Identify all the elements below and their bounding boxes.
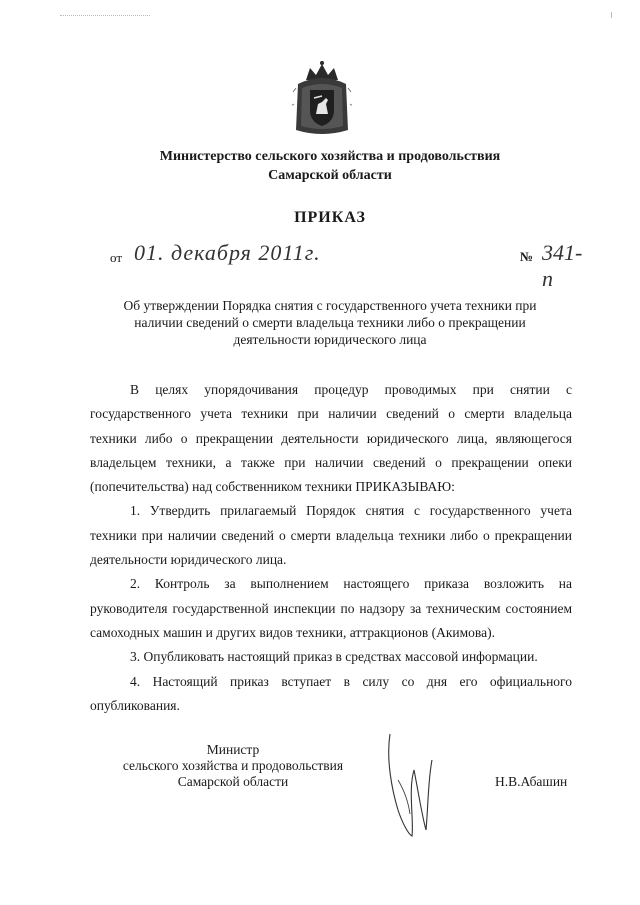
order-date-handwritten: 01. декабря 2011г. [134, 240, 321, 265]
order-item: 1. Утвердить прилагаемый Порядок снятия с государственного учета техники при наличии сведений о смерти владельца техники либо о прекращении деятельности юридического лица. [90, 503, 572, 568]
scan-artifact [607, 12, 612, 18]
handwritten-signature [378, 730, 448, 840]
order-number-label: № [520, 249, 534, 264]
order-subject [95, 297, 565, 348]
ministry-name [0, 147, 640, 185]
order-item: 4. Настоящий приказ вступает в силу со дня его официального опубликования. [90, 673, 572, 713]
position-line: Министр [206, 742, 260, 757]
preamble-paragraph: В целях упорядочивания процедур проводимых при снятии с государственного учета техники при наличии сведений о смерти владельца техники либо о прекращении деятельности юридического лица, являющегося владельцем техники, а также при наличии сведений о прекращении опеки (попечительства) над собственником техники ПРИКАЗЫВАЮ: [90, 382, 572, 495]
order-number-handwritten: 341-п [542, 240, 583, 291]
subject-line: наличии сведений о смерти владельца техники либо о прекращении [134, 315, 526, 330]
coat-of-arms-emblem [292, 58, 352, 138]
signatory-name: Н.В.Абашин [495, 774, 568, 789]
scan-artifact [60, 15, 150, 19]
order-body [90, 378, 572, 718]
signatory-position [118, 742, 348, 790]
position-line: Самарской области [177, 774, 289, 789]
document-title: ПРИКАЗ [294, 209, 366, 226]
order-item: 3. Опубликовать настоящий приказ в средствах массовой информации. [130, 649, 538, 665]
subject-line: Об утверждении Порядка снятия с государственного учета техники при [123, 298, 537, 313]
ministry-line: Министерство сельского хозяйства и продовольствия [159, 149, 501, 164]
order-meta [110, 240, 590, 291]
order-item: 2. Контроль за выполнением настоящего приказа возложить на руководителя государственной инспекции по надзору за техническим состоянием самоходных машин и других видов техники, аттракционов (Акимова). [90, 576, 572, 640]
date-prefix: от [110, 250, 123, 265]
subject-line: деятельности юридического лица [233, 332, 427, 347]
ministry-line: Самарской области [268, 168, 392, 183]
position-line: сельского хозяйства и продовольствия [122, 758, 344, 773]
